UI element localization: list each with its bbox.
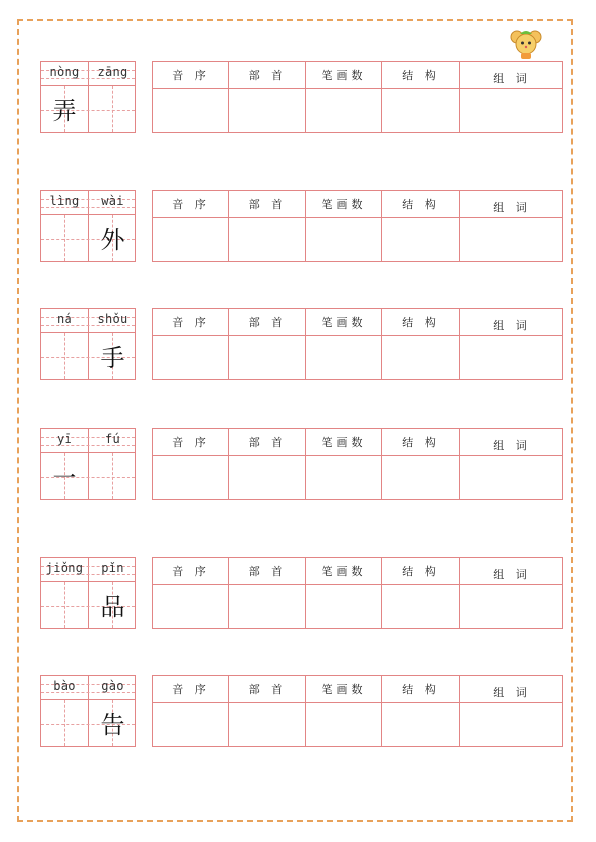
mouse-mascot-icon (510, 28, 542, 60)
answer-cell-jiegou[interactable] (384, 587, 458, 626)
char-info-table (152, 190, 563, 262)
hanzi-char: 告 (100, 711, 125, 739)
column-label-jiegou: 结 构 (402, 316, 440, 329)
answer-cell-jiegou[interactable] (384, 705, 458, 744)
grid-guide (64, 582, 65, 628)
tianzige-box (40, 557, 136, 629)
column-label-zuci: 组 词 (493, 568, 531, 581)
answer-cell-yinxu[interactable] (155, 458, 227, 497)
column-label-zuci: 组 词 (493, 72, 531, 85)
column-label-yinxu: 音 序 (172, 316, 210, 329)
column-label-bihuashu: 笔画数 (321, 316, 367, 329)
answer-cell-jiegou[interactable] (384, 220, 458, 259)
column-label-yinxu: 音 序 (172, 565, 210, 578)
pinyin-right: shǒu (97, 312, 128, 326)
pinyin-left: yī (56, 432, 73, 446)
answer-cell-bushou[interactable] (231, 705, 304, 744)
column-label-zuci: 组 词 (493, 201, 531, 214)
pinyin-left: nòng (49, 65, 80, 79)
column-label-bushou: 部 首 (248, 683, 287, 696)
answer-cell-zuci[interactable] (462, 91, 562, 130)
column-label-bihuashu: 笔画数 (321, 69, 367, 82)
column-label-jiegou: 结 构 (402, 69, 440, 82)
grid-guide (64, 700, 65, 746)
column-label-yinxu: 音 序 (172, 436, 210, 449)
answer-cell-zuci[interactable] (462, 338, 562, 377)
tianzige-box (40, 61, 136, 133)
char-info-table (152, 308, 563, 380)
answer-cell-jiegou[interactable] (384, 458, 458, 497)
column-label-bushou: 部 首 (248, 316, 287, 329)
column-label-yinxu: 音 序 (172, 683, 210, 696)
answer-cell-zuci[interactable] (462, 587, 562, 626)
answer-cell-bushou[interactable] (231, 338, 304, 377)
answer-cell-yinxu[interactable] (155, 220, 227, 259)
column-label-jiegou: 结 构 (402, 198, 440, 211)
answer-cell-bushou[interactable] (231, 91, 304, 130)
column-label-bushou: 部 首 (248, 436, 287, 449)
column-label-bushou: 部 首 (248, 69, 287, 82)
tianzige-box (40, 675, 136, 747)
answer-cell-zuci[interactable] (462, 458, 562, 497)
word-row (0, 428, 596, 503)
column-label-yinxu: 音 序 (172, 198, 210, 211)
word-row (0, 61, 596, 136)
word-row (0, 190, 596, 265)
column-label-zuci: 组 词 (493, 686, 531, 699)
column-label-bihuashu: 笔画数 (321, 198, 367, 211)
word-row (0, 308, 596, 383)
answer-cell-bihuashu[interactable] (308, 587, 380, 626)
hanzi-char: 弄 (52, 97, 77, 125)
answer-cell-yinxu[interactable] (155, 338, 227, 377)
pinyin-right: zāng (97, 65, 128, 79)
column-label-bihuashu: 笔画数 (321, 436, 367, 449)
answer-cell-yinxu[interactable] (155, 705, 227, 744)
column-label-bushou: 部 首 (248, 198, 287, 211)
tianzige-box (40, 308, 136, 380)
answer-cell-bihuashu[interactable] (308, 458, 380, 497)
pinyin-left: jiǒng (45, 561, 84, 575)
answer-cell-jiegou[interactable] (384, 91, 458, 130)
answer-cell-zuci[interactable] (462, 220, 562, 259)
word-row (0, 557, 596, 632)
pinyin-left: bào (53, 679, 76, 693)
answer-cell-bihuashu[interactable] (308, 91, 380, 130)
column-label-zuci: 组 词 (493, 319, 531, 332)
grid-guide (64, 333, 65, 379)
answer-cell-bushou[interactable] (231, 587, 304, 626)
answer-cell-bushou[interactable] (231, 458, 304, 497)
pinyin-left: lìng (49, 194, 80, 208)
hanzi-char: 品 (100, 593, 125, 621)
column-label-jiegou: 结 构 (402, 565, 440, 578)
hanzi-char: 外 (100, 226, 125, 254)
pinyin-right: gào (101, 679, 124, 693)
column-label-bihuashu: 笔画数 (321, 565, 367, 578)
pinyin-right: wài (101, 194, 124, 208)
hanzi-char: 一 (52, 464, 77, 492)
char-info-table (152, 428, 563, 500)
answer-cell-jiegou[interactable] (384, 338, 458, 377)
pinyin-left: ná (56, 312, 73, 326)
char-info-table (152, 675, 563, 747)
column-label-zuci: 组 词 (493, 439, 531, 452)
char-info-table (152, 557, 563, 629)
tianzige-box (40, 190, 136, 262)
hanzi-char: 手 (100, 344, 125, 372)
column-label-yinxu: 音 序 (172, 69, 210, 82)
answer-cell-bihuashu[interactable] (308, 220, 380, 259)
grid-guide (112, 453, 113, 499)
column-label-bushou: 部 首 (248, 565, 287, 578)
column-label-bihuashu: 笔画数 (321, 683, 367, 696)
answer-cell-yinxu[interactable] (155, 91, 227, 130)
pinyin-right: fú (104, 432, 121, 446)
char-info-table (152, 61, 563, 133)
answer-cell-zuci[interactable] (462, 705, 562, 744)
column-label-jiegou: 结 构 (402, 683, 440, 696)
tianzige-box (40, 428, 136, 500)
answer-cell-bushou[interactable] (231, 220, 304, 259)
grid-guide (64, 215, 65, 261)
pinyin-right: pǐn (101, 561, 124, 575)
word-row (0, 675, 596, 750)
column-label-jiegou: 结 构 (402, 436, 440, 449)
answer-cell-bihuashu[interactable] (308, 705, 380, 744)
answer-cell-yinxu[interactable] (155, 587, 227, 626)
answer-cell-bihuashu[interactable] (308, 338, 380, 377)
grid-guide (112, 86, 113, 132)
